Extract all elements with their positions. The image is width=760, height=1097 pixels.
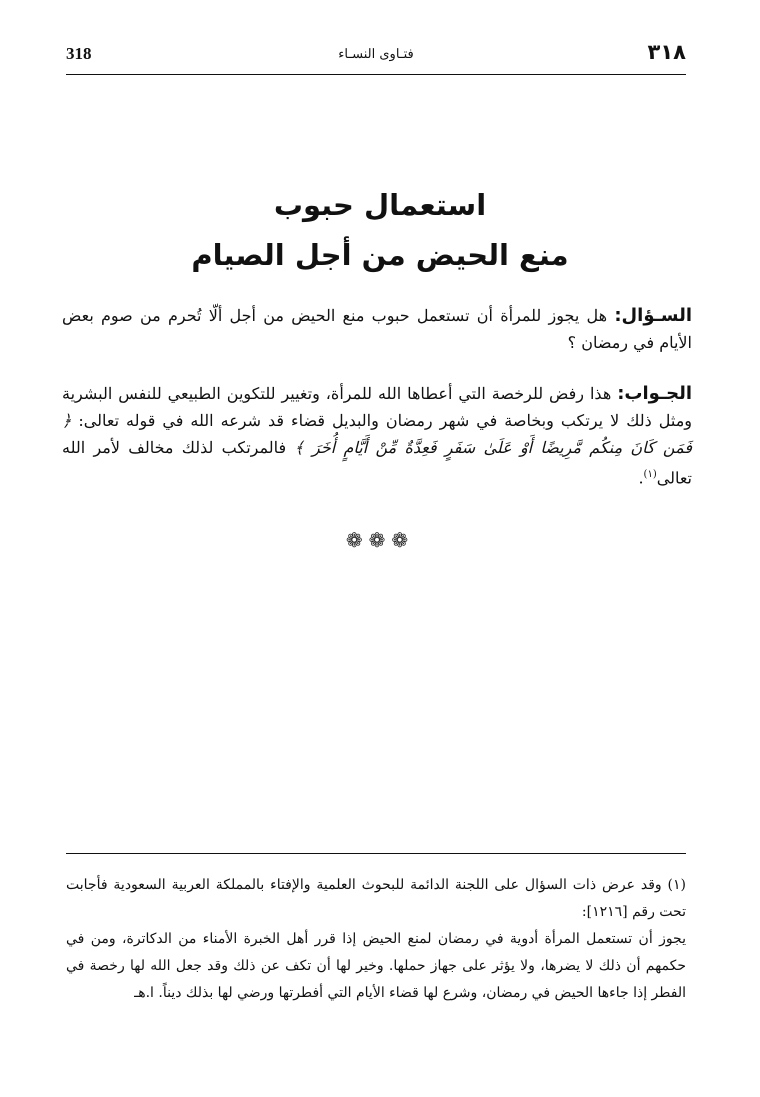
answer-text-2: فالمرتكب لذلك مخالف لأمر الله تعالى [62, 438, 692, 488]
footnote-reference[interactable]: (١) [643, 469, 657, 480]
title-line-2: منع الحيض من أجل الصيام [191, 238, 569, 272]
page-header [66, 40, 686, 80]
answer-paragraph [62, 380, 692, 491]
answer-end: . [638, 468, 644, 488]
answer-label: الجـواب: [617, 383, 692, 404]
quran-verse: ﴿ فَمَن كَانَ مِنكُم مَّرِيضًا أَوْ عَلَىٰ سَفَرٍ فَعِدَّةٌ مِّنْ أَيَّامٍ أُخَرَ ﴾ [62, 411, 693, 457]
header-divider [66, 74, 686, 75]
title-line-1: استعمال حبوب [273, 188, 487, 222]
article-title [60, 180, 700, 280]
footnote-divider [66, 853, 686, 854]
footnote-line-2: يجوز أن تستعمل المرأة أدوية في رمضان لمنع الحيض إذا قرر أهل الخبرة الأمناء من الدكاترة، ومن في حكمهم أن ذلك لا يضرها، ولا يؤثر على جهاز حملها. وخير لها أن تكف عن ذلك وقد جعل الله لها رخصة في الفطر إذا جاءها الحيض في رمضان، وشرع لها قضاء الأيام التي أفطرتها ورضي لها بذلك ديناً. ا.هـ [66, 931, 686, 1001]
question-label: السـؤال: [614, 305, 692, 326]
page-number-arabic: ٣١٨ [647, 40, 686, 64]
footnote-line-1: (١) وقد عرض ذات السؤال على اللجنة الدائمة للبحوث العلمية والإفتاء بالمملكة العربية السعودية فأجابت تحت رقم [١٢١٦]: [66, 877, 686, 920]
footnote [66, 872, 686, 1007]
question-paragraph [62, 302, 692, 356]
question-text: هل يجوز للمرأة أن تستعمل حبوب منع الحيض من أجل ألّا تُحرم من صوم بعض الأيام في رمضان ؟ [62, 306, 692, 352]
page-number-latin: 318 [66, 44, 92, 63]
section-ornament: ❁❁❁ [345, 528, 415, 552]
answer-text-1: هذا رفض للرخصة التي أعطاها الله للمرأة، وتغيير للتكوين الطبيعي للنفس البشرية ومثل ذلك لا يرتكب وبخاصة في شهر رمضان والبديل قضاء قد شرعه الله في قوله تعالى: [62, 384, 692, 430]
running-title: فتـاوى النسـاء [338, 47, 414, 62]
